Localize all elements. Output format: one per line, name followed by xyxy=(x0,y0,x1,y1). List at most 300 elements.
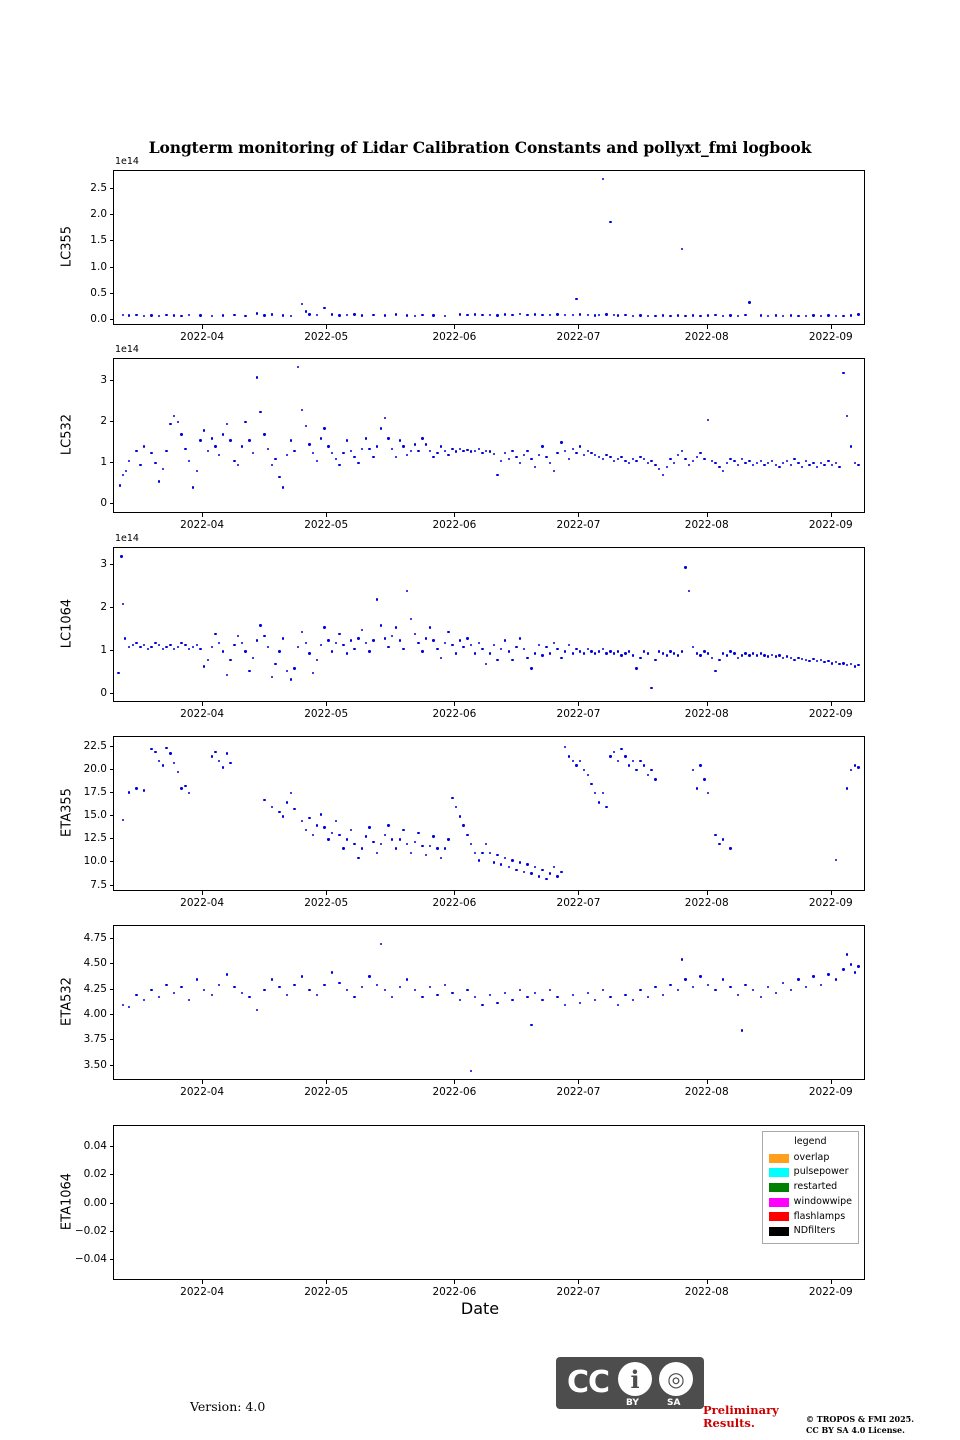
data-point xyxy=(184,448,186,450)
data-point xyxy=(150,748,152,750)
data-point xyxy=(620,456,622,458)
data-point xyxy=(699,315,701,317)
data-point xyxy=(523,454,525,456)
data-point xyxy=(602,178,604,180)
data-point xyxy=(451,448,453,450)
data-point xyxy=(534,466,536,468)
data-point xyxy=(854,665,856,667)
data-point xyxy=(293,450,295,452)
x-tick-label: 2022-05 xyxy=(304,897,349,909)
data-point xyxy=(169,423,171,425)
data-point xyxy=(391,635,393,637)
data-point xyxy=(184,644,186,646)
data-point xyxy=(587,992,589,994)
y-tick-label: 4.75 xyxy=(83,932,107,945)
data-point xyxy=(192,646,194,648)
data-point xyxy=(338,982,340,984)
data-point xyxy=(459,448,461,450)
data-point xyxy=(384,989,386,991)
data-point xyxy=(440,657,442,659)
y-tick-label: 2 xyxy=(100,415,107,428)
y-tick-label: 0.04 xyxy=(83,1140,107,1153)
x-tick-mark xyxy=(707,702,708,706)
data-point xyxy=(714,462,716,464)
data-point xyxy=(122,603,124,605)
data-point xyxy=(229,659,231,661)
data-point xyxy=(308,443,310,445)
x-tick-mark xyxy=(831,513,832,517)
data-point xyxy=(241,992,243,994)
data-point xyxy=(669,315,671,317)
plot-area-eta532 xyxy=(113,925,865,1080)
data-point xyxy=(590,783,592,785)
data-point xyxy=(496,314,498,316)
data-point xyxy=(327,639,329,641)
data-point xyxy=(692,986,694,988)
data-point xyxy=(451,797,453,799)
data-point xyxy=(519,861,521,863)
data-point xyxy=(564,650,566,652)
data-point xyxy=(816,466,818,468)
data-point xyxy=(316,314,318,316)
data-point xyxy=(395,626,397,628)
data-point xyxy=(342,847,344,849)
data-point xyxy=(812,658,814,660)
data-point xyxy=(519,462,521,464)
data-point xyxy=(778,654,780,656)
data-point xyxy=(263,433,265,435)
data-point xyxy=(455,450,457,452)
data-point xyxy=(572,448,574,450)
data-point xyxy=(493,644,495,646)
y-tick-mark xyxy=(110,989,114,990)
data-point xyxy=(534,652,536,654)
data-point xyxy=(763,464,765,466)
data-point xyxy=(177,771,179,773)
x-tick-mark xyxy=(454,1080,455,1084)
data-point xyxy=(493,861,495,863)
data-point xyxy=(624,460,626,462)
data-point xyxy=(857,464,859,466)
data-point xyxy=(556,996,558,998)
data-point xyxy=(553,470,555,472)
data-point xyxy=(421,314,423,316)
data-point xyxy=(699,654,701,656)
data-point xyxy=(410,450,412,452)
subplot-lc1064 xyxy=(59,533,865,720)
subplot-eta1064 xyxy=(59,1125,865,1298)
data-point xyxy=(673,462,675,464)
legend-item-pulsepower[interactable] xyxy=(769,1165,852,1180)
x-tick-mark xyxy=(202,702,203,706)
y-axis-label-eta355: ETA355 xyxy=(59,787,75,837)
legend-swatch-restarted xyxy=(769,1183,789,1192)
data-point xyxy=(192,486,194,488)
data-point xyxy=(669,650,671,652)
data-point xyxy=(395,847,397,849)
data-point xyxy=(820,462,822,464)
data-point xyxy=(662,652,664,654)
data-point xyxy=(165,646,167,648)
data-point xyxy=(128,791,130,793)
data-point xyxy=(793,659,795,661)
data-point xyxy=(432,314,434,316)
x-tick-label: 2022-07 xyxy=(556,897,601,909)
data-point xyxy=(122,474,124,476)
data-point xyxy=(511,999,513,1001)
data-point xyxy=(316,460,318,462)
x-tick-label: 2022-08 xyxy=(684,708,729,720)
data-point xyxy=(504,313,506,315)
data-point xyxy=(666,654,668,656)
data-point xyxy=(399,838,401,840)
y-tick-label: 3.50 xyxy=(83,1058,107,1071)
data-point xyxy=(579,1002,581,1004)
data-point xyxy=(617,314,619,316)
data-point xyxy=(406,978,408,980)
data-point xyxy=(519,637,521,639)
data-point xyxy=(169,644,171,646)
data-point xyxy=(436,994,438,996)
data-point xyxy=(226,423,228,425)
data-point xyxy=(590,650,592,652)
data-point xyxy=(737,994,739,996)
data-point xyxy=(726,462,728,464)
x-tick-mark xyxy=(454,702,455,706)
data-point xyxy=(357,462,359,464)
data-point xyxy=(436,648,438,650)
cc-sa-icon: ◎ xyxy=(659,1362,693,1396)
data-point xyxy=(583,454,585,456)
y-tick-label: 0 xyxy=(100,496,107,509)
legend-label: windowwipe xyxy=(793,1195,852,1207)
data-point xyxy=(451,644,453,646)
data-point xyxy=(827,460,829,462)
data-point xyxy=(545,878,547,880)
data-point xyxy=(150,646,152,648)
y-tick-mark xyxy=(110,838,114,839)
data-point xyxy=(493,453,495,455)
data-point xyxy=(560,871,562,873)
legend-label: flashlamps xyxy=(793,1210,846,1222)
data-point xyxy=(256,312,258,314)
data-point xyxy=(530,667,532,669)
data-point xyxy=(707,792,709,794)
data-point xyxy=(632,458,634,460)
data-point xyxy=(801,466,803,468)
data-point xyxy=(654,778,656,780)
data-point xyxy=(274,663,276,665)
data-point xyxy=(857,313,859,315)
x-tick-label: 2022-06 xyxy=(432,708,477,720)
x-tick-mark xyxy=(202,513,203,517)
data-point xyxy=(556,313,558,315)
data-point xyxy=(128,314,130,316)
data-point xyxy=(572,314,574,316)
x-tick-label: 2022-08 xyxy=(684,1286,729,1298)
data-point xyxy=(729,458,731,460)
data-point xyxy=(372,639,374,641)
data-point xyxy=(286,994,288,996)
copyright-note xyxy=(806,1414,914,1436)
data-point xyxy=(613,314,615,316)
data-point xyxy=(226,674,228,676)
data-point xyxy=(233,460,235,462)
legend-item-restarted[interactable] xyxy=(769,1180,852,1195)
data-point xyxy=(308,313,310,315)
data-point xyxy=(583,769,585,771)
y-tick-label: 1.0 xyxy=(90,260,107,273)
data-point xyxy=(402,445,404,447)
y-tick-label: 2.5 xyxy=(90,182,107,195)
x-tick-mark xyxy=(454,891,455,895)
data-point xyxy=(380,843,382,845)
figure-title: Longterm monitoring of Lidar Calibration Constants and pollyxt_fmi logbook xyxy=(148,138,812,157)
data-point xyxy=(511,450,513,452)
data-point xyxy=(481,648,483,650)
data-point xyxy=(677,454,679,456)
data-point xyxy=(654,315,656,317)
data-point xyxy=(782,315,784,317)
data-point xyxy=(271,676,273,678)
data-point xyxy=(350,639,352,641)
data-point xyxy=(459,999,461,1001)
data-point xyxy=(211,755,213,757)
data-point xyxy=(278,986,280,988)
data-point xyxy=(143,999,145,1001)
legend-item-flashlamps[interactable] xyxy=(769,1210,852,1225)
data-point xyxy=(263,799,265,801)
data-point xyxy=(662,474,664,476)
data-point xyxy=(222,314,224,316)
data-point xyxy=(594,314,596,316)
data-point xyxy=(410,852,412,854)
data-point xyxy=(609,755,611,757)
data-point xyxy=(760,314,762,316)
data-point xyxy=(538,875,540,877)
data-point xyxy=(173,648,175,650)
data-point xyxy=(286,454,288,456)
data-point xyxy=(628,650,630,652)
data-point xyxy=(474,313,476,315)
y-tick-label: 3.75 xyxy=(83,1033,107,1046)
data-point xyxy=(188,648,190,650)
data-point xyxy=(820,984,822,986)
data-point xyxy=(568,644,570,646)
data-point xyxy=(842,372,844,374)
data-point xyxy=(252,452,254,454)
x-tick-label: 2022-07 xyxy=(556,331,601,343)
data-point xyxy=(158,644,160,646)
data-point xyxy=(767,986,769,988)
data-point xyxy=(451,992,453,994)
data-point xyxy=(391,996,393,998)
data-point xyxy=(447,454,449,456)
data-point xyxy=(485,843,487,845)
data-point xyxy=(180,787,182,789)
data-point xyxy=(684,978,686,980)
data-point xyxy=(696,652,698,654)
x-tick-mark xyxy=(202,1080,203,1084)
data-point xyxy=(391,448,393,450)
data-point xyxy=(729,314,731,316)
y-tick-label: 4.00 xyxy=(83,1008,107,1021)
y-tick-mark xyxy=(110,421,114,422)
data-point xyxy=(635,667,637,669)
data-point xyxy=(805,315,807,317)
data-point xyxy=(308,652,310,654)
y-tick-mark xyxy=(110,861,114,862)
data-point xyxy=(180,986,182,988)
data-point xyxy=(323,826,325,828)
data-point xyxy=(797,978,799,980)
legend-item-windowwipe[interactable] xyxy=(769,1195,852,1210)
data-point xyxy=(541,654,543,656)
data-point xyxy=(489,852,491,854)
data-point xyxy=(274,458,276,460)
data-point xyxy=(669,984,671,986)
data-point xyxy=(259,411,261,413)
data-point xyxy=(729,847,731,849)
data-point xyxy=(327,838,329,840)
x-tick-mark xyxy=(326,702,327,706)
x-tick-label: 2022-06 xyxy=(432,1086,477,1098)
data-point xyxy=(692,646,694,648)
x-tick-label: 2022-05 xyxy=(304,708,349,720)
y-tick-mark xyxy=(110,769,114,770)
data-point xyxy=(538,454,540,456)
data-point xyxy=(508,650,510,652)
data-point xyxy=(180,642,182,644)
data-point xyxy=(444,984,446,986)
data-point xyxy=(241,445,243,447)
data-point xyxy=(365,642,367,644)
data-point xyxy=(684,315,686,317)
data-point xyxy=(466,989,468,991)
data-point xyxy=(782,462,784,464)
x-tick-label: 2022-06 xyxy=(432,519,477,531)
data-point xyxy=(598,314,600,316)
data-point xyxy=(357,857,359,859)
y-tick-mark xyxy=(110,885,114,886)
data-point xyxy=(711,460,713,462)
data-point xyxy=(338,314,340,316)
axis-exponent-label: 1e14 xyxy=(115,344,139,355)
data-point xyxy=(380,427,382,429)
data-point xyxy=(278,650,280,652)
data-point xyxy=(526,863,528,865)
data-point xyxy=(421,845,423,847)
y-tick-label: −0.04 xyxy=(74,1252,107,1265)
data-point xyxy=(854,462,856,464)
data-point xyxy=(485,450,487,452)
data-point xyxy=(812,975,814,977)
data-point xyxy=(617,760,619,762)
data-point xyxy=(135,642,137,644)
legend-item-overlap[interactable] xyxy=(769,1151,852,1166)
data-point xyxy=(572,994,574,996)
data-point xyxy=(609,221,611,223)
data-point xyxy=(406,843,408,845)
data-point xyxy=(199,439,201,441)
data-point xyxy=(444,315,446,317)
data-point xyxy=(579,650,581,652)
data-point xyxy=(466,834,468,836)
data-point xyxy=(444,642,446,644)
data-point xyxy=(500,863,502,865)
data-point xyxy=(684,458,686,460)
data-point xyxy=(214,633,216,635)
data-point xyxy=(526,657,528,659)
data-point xyxy=(500,648,502,650)
data-point xyxy=(797,657,799,659)
data-point xyxy=(440,445,442,447)
data-point xyxy=(707,984,709,986)
data-point xyxy=(320,813,322,815)
data-point xyxy=(699,975,701,977)
data-point xyxy=(462,646,464,648)
legend-item-NDfilters[interactable] xyxy=(769,1224,852,1239)
data-point xyxy=(196,978,198,980)
y-tick-mark xyxy=(110,214,114,215)
data-point xyxy=(575,298,577,300)
data-point xyxy=(613,652,615,654)
x-tick-mark xyxy=(326,325,327,329)
data-point xyxy=(229,762,231,764)
data-point xyxy=(778,466,780,468)
data-point xyxy=(823,464,825,466)
data-point xyxy=(165,984,167,986)
data-point xyxy=(526,450,528,452)
data-point xyxy=(342,644,344,646)
data-point xyxy=(143,644,145,646)
data-point xyxy=(534,866,536,868)
data-point xyxy=(684,566,686,568)
data-point xyxy=(372,841,374,843)
copyright-line-2: CC BY SA 4.0 License. xyxy=(806,1424,905,1435)
data-point xyxy=(440,857,442,859)
x-tick-label: 2022-08 xyxy=(684,519,729,531)
y-tick-label: 12.5 xyxy=(83,832,107,845)
y-axis-label-lc1064: LC1064 xyxy=(59,598,75,648)
data-point xyxy=(312,672,314,674)
data-point xyxy=(722,652,724,654)
y-tick-label: 4.50 xyxy=(83,957,107,970)
data-point xyxy=(639,760,641,762)
data-point xyxy=(481,452,483,454)
data-point xyxy=(414,633,416,635)
data-point xyxy=(579,760,581,762)
y-tick-mark xyxy=(110,1065,114,1066)
data-point xyxy=(707,419,709,421)
data-point xyxy=(132,644,134,646)
plot-area-eta1064 xyxy=(113,1125,865,1280)
y-tick-mark xyxy=(110,267,114,268)
data-point xyxy=(504,857,506,859)
data-point xyxy=(647,315,649,317)
data-point xyxy=(775,655,777,657)
data-point xyxy=(391,838,393,840)
data-point xyxy=(248,439,250,441)
legend-swatch-windowwipe xyxy=(769,1198,789,1207)
x-tick-label: 2022-08 xyxy=(684,897,729,909)
axis-exponent-label: 1e14 xyxy=(115,533,139,544)
data-point xyxy=(752,652,754,654)
data-point xyxy=(188,792,190,794)
plot-area-lc532 xyxy=(113,358,865,513)
data-point xyxy=(511,659,513,661)
data-point xyxy=(211,437,213,439)
